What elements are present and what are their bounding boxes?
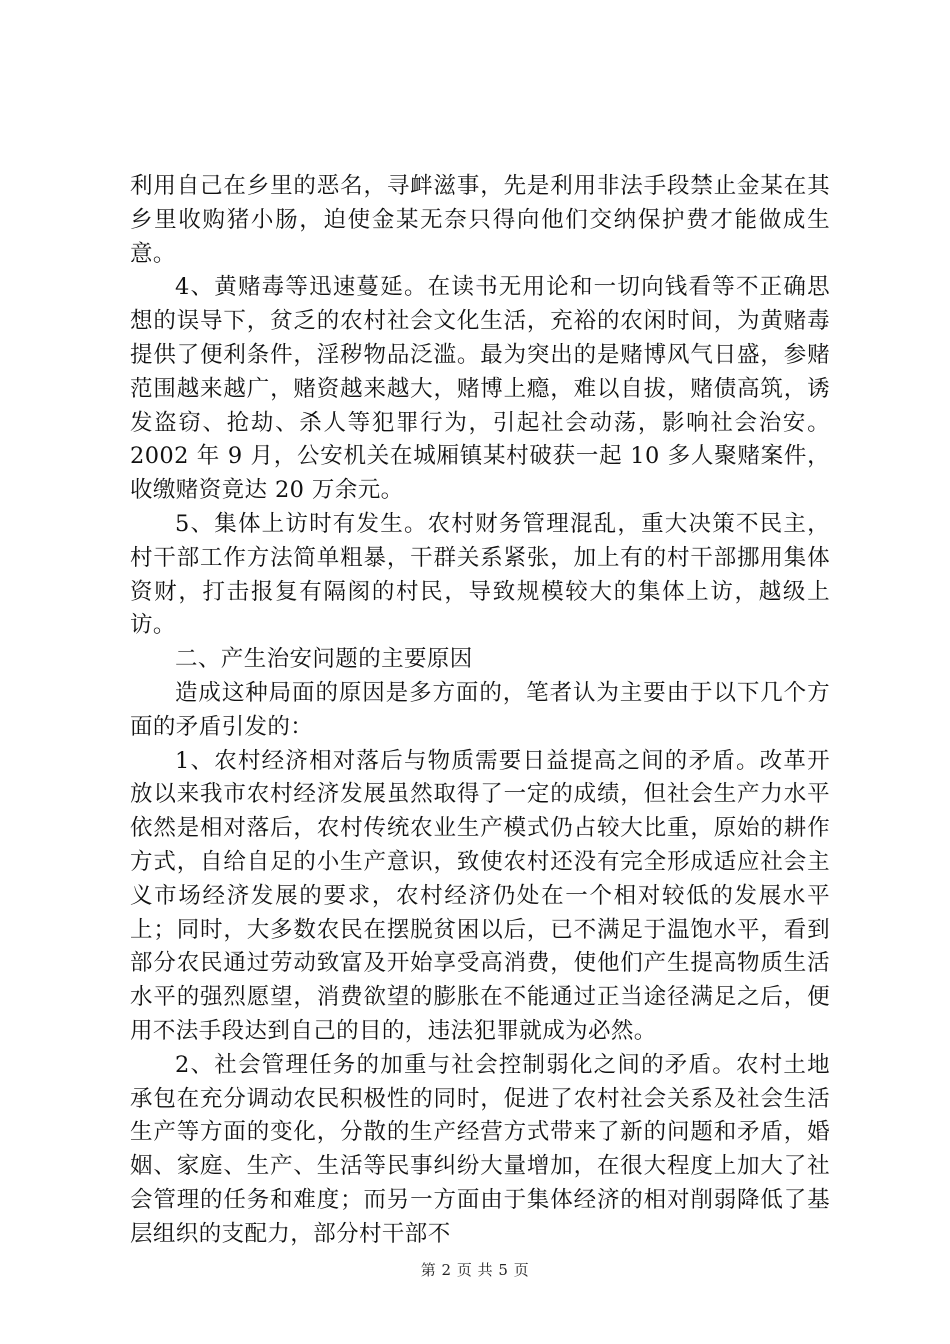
paragraph-cause-2: 2、社会管理任务的加重与社会控制弱化之间的矛盾。农村土地承包在充分调动农民积极性的同时，促进了农村社会关系及社会生活生产等方面的变化，分散的生产经营方式带来了新的问题和矛盾，婚姻、家庭、生产、生活等民事纠纷大量增加，在很大程度上加大了社会管理的任务和难度；而另一方面由于集体经济的相对削弱降低了基层组织的支配力，部分村干部不 xyxy=(130,1051,830,1247)
page-number-footer: 第 2 页 共 5 页 xyxy=(420,1261,530,1279)
section-heading: 二、产生治安问题的主要原因 xyxy=(175,646,473,673)
paragraph-item-4: 4、黄赌毒等迅速蔓延。在读书无用论和一切向钱看等不正确思想的误导下，贫乏的农村社会文化生活，充裕的农闲时间，为黄赌毒提供了便利条件，淫秽物品泛滥。最为突出的是赌博风气日盛，参赌范围越来越广，赌资越来越大，赌博上瘾，难以自拔，赌债高筑，诱发盗窃、抢劫、杀人等犯罪行为，引起社会动荡，影响社会治安。2002 年 9 月，公安机关在城厢镇某村破获一起 10 多人聚赌案件，收缴赌资竟达 20 万余元。 xyxy=(130,274,830,504)
document-body xyxy=(130,170,830,1252)
paragraph-intro: 造成这种局面的原因是多方面的，笔者认为主要由于以下几个方面的矛盾引发的： xyxy=(130,679,830,740)
paragraph-cause-1: 1、农村经济相对落后与物质需要日益提高之间的矛盾。改革开放以来我市农村经济发展虽然取得了一定的成绩，但社会生产力水平依然是相对落后，农村传统农业生产模式仍占较大比重，原始的耕作方式，自给自足的小生产意识，致使农村还没有完全形成适应社会主义市场经济发展的要求，农村经济仍处在一个相对较低的发展水平上；同时，大多数农民在摆脱贫困以后，已不满足于温饱水平，看到部分农民通过劳动致富及开始享受高消费，使他们产生提高物质生活水平的强烈愿望，消费欲望的膨胀在不能通过正当途径满足之后，便用不法手段达到自己的目的，违法犯罪就成为必然。 xyxy=(130,747,830,1044)
paragraph-item-5: 5、集体上访时有发生。农村财务管理混乱，重大决策不民主，村干部工作方法简单粗暴，干群关系紧张，加上有的村干部挪用集体资财，打击报复有隔阂的村民，导致规模较大的集体上访，越级上访。 xyxy=(130,510,830,639)
paragraph-continuation: 利用自己在乡里的恶名，寻衅滋事，先是利用非法手段禁止金某在其乡里收购猪小肠，迫使金某无奈只得向他们交纳保护费才能做成生意。 xyxy=(130,173,830,267)
